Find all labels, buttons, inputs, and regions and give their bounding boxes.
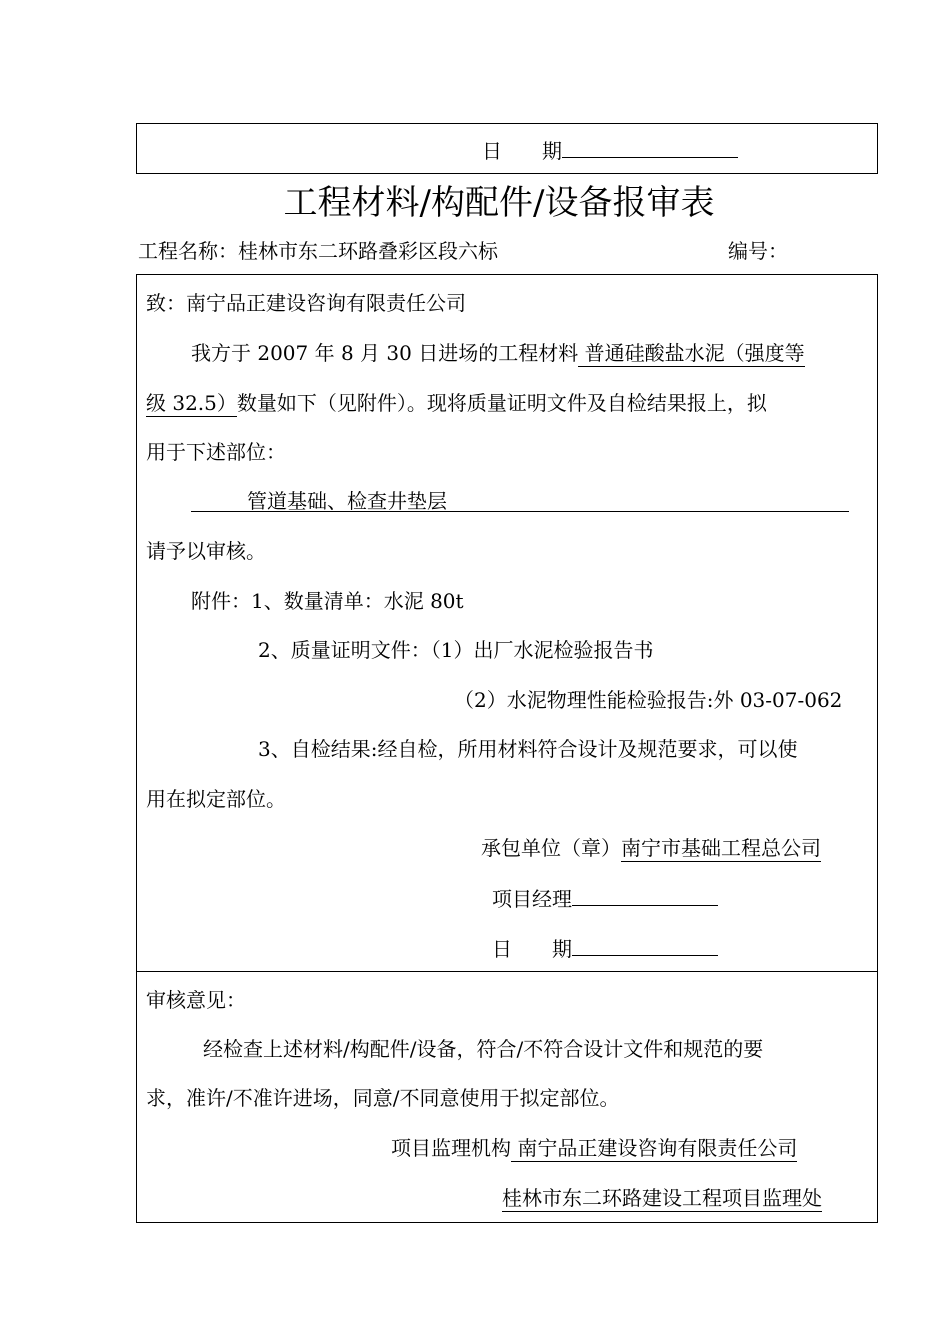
manager-blank[interactable]: [572, 885, 718, 906]
attachment-2b: （2）水泥物理性能检验报告:外 03-07-062: [454, 688, 843, 712]
agency-line: [391, 1135, 797, 1161]
submission-line-2: [146, 390, 767, 416]
agency-name: 南宁品正建设咨询有限责任公司: [511, 1136, 798, 1160]
submission-line-2-suffix: 数量如下（见附件）。现将质量证明文件及自检结果报上，拟: [236, 391, 767, 415]
attachment-1: 附件：1、数量清单：水泥 80t: [191, 589, 464, 613]
section-divider: [136, 971, 878, 972]
top-date-blank[interactable]: [562, 137, 738, 158]
project-number-label: 编号：: [728, 239, 788, 263]
top-date-field: [482, 137, 738, 164]
attachment-2: 2、质量证明文件：（1）出厂水泥检验报告书: [258, 638, 654, 662]
material-name-part-1: 普通硅酸盐水泥（强度等: [578, 341, 805, 365]
agency-label: 项目监理机构: [391, 1136, 511, 1160]
supervision-office: [502, 1185, 822, 1211]
contractor-label: 承包单位（章）: [481, 836, 621, 860]
submission-date-line: [492, 935, 718, 962]
submission-prefix: 我方于 2007 年 8 月 30 日进场的工程材料: [191, 341, 579, 365]
attachment-3b: 用在拟定部位。: [146, 787, 286, 811]
manager-label: 项目经理: [492, 887, 572, 911]
review-request: 请予以审核。: [146, 539, 266, 563]
usage-location-underline: [191, 511, 849, 512]
addressee: 致：南宁品正建设咨询有限责任公司: [146, 291, 466, 315]
submission-date-blank[interactable]: [572, 935, 718, 956]
contractor-line: [481, 835, 821, 861]
material-name-part-2: 级 32.5）: [146, 391, 237, 415]
top-date-label: 日 期: [482, 139, 562, 163]
form-title: 工程材料/构配件/设备报审表: [283, 183, 715, 223]
review-text-2: 求，准许/不准许进场，同意/不同意使用于拟定部位。: [146, 1086, 620, 1110]
submission-line-3: 用于下述部位：: [146, 440, 286, 464]
office-name: 桂林市东二环路建设工程项目监理处: [502, 1186, 822, 1210]
attachment-3: 3、自检结果:经自检，所用材料符合设计及规范要求，可以使: [258, 737, 798, 761]
contractor-name: 南宁市基础工程总公司: [621, 836, 821, 860]
review-text-1: 经检查上述材料/构配件/设备，符合/不符合设计文件和规范的要: [203, 1037, 764, 1061]
submission-date-label: 日 期: [492, 937, 572, 961]
manager-line: [492, 885, 718, 912]
submission-line-1: [191, 340, 805, 366]
project-name: 工程名称：桂林市东二环路叠彩区段六标: [138, 239, 498, 263]
review-heading: 审核意见：: [146, 988, 246, 1012]
usage-location: 管道基础、检查井垫层: [247, 489, 447, 513]
